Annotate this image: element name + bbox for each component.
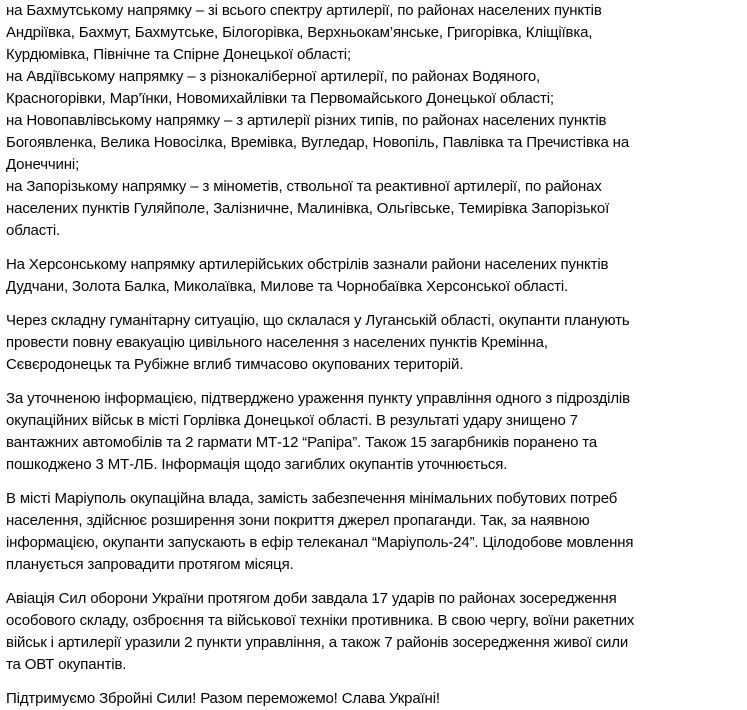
horlivka-strike-paragraph [6,388,739,476]
text-line: Дудчани, Золота Балка, Миколаївка, Милове та Чорнобаївка Херсонської області. [6,278,569,295]
text-line: Красногорівки, Мар'їнки, Новомихайлівки та Первомайського Донецької області; [6,90,554,107]
text-line: та ОВТ окупантів. [6,656,127,673]
text-line: Підтримуємо Збройні Сили! Разом переможемо! Слава Україні! [6,690,440,707]
text-line: населення, здійснює розширення зони покриття джерел пропаганди. Так, за наявною [6,512,590,529]
text-line: На Херсонському напрямку артилерійських обстрілів зазнали райони населених пунктів [6,256,609,273]
text-line: За уточненою інформацією, підтверджено ураження пункту управління одного з підрозділів [6,390,630,407]
mariupol-paragraph [6,488,739,576]
text-line: Курдюмівка, Північне та Спірне Донецької області; [6,46,352,63]
text-line: області. [6,222,61,239]
closing-slogan-paragraph [6,688,739,710]
text-line: пошкоджено 3 МТ-ЛБ. Інформація щодо загиблих окупантів уточнюється. [6,456,508,473]
text-line: військ і артилерії уразили 2 пункти управління, а також 7 районів зосередження живої сили [6,634,629,651]
aviation-paragraph [6,588,739,676]
text-line: на Авдіївському напрямку – з різнокаліберної артилерії, по районах Водяного, [6,68,541,85]
text-line: інформацією, окупанти запускають в ефір телеканал “Маріуполь-24”. Цілодобове мовлення [6,534,634,551]
text-line: окупаційних військ в місті Горлівка Донецької області. В результаті удару знищено 7 [6,412,578,429]
text-line: на Новопавлівському напрямку – з артилерії різних типів, по районах населених пунктів [6,112,607,129]
text-line: населених пунктів Гуляйполе, Залізничне, Малинівка, Ольгівське, Темирівка Запорізької [6,200,610,217]
text-line: провести повну евакуацію цивільного населення з населених пунктів Кремінна, [6,334,548,351]
shelling-directions-paragraph [6,0,739,242]
luhansk-evacuation-paragraph [6,310,739,376]
text-line: вантажних автомобілів та 2 гармати МТ-12 “Рапіра”. Також 15 загарбників поранено та [6,434,598,451]
text-line: планується запровадити протягом місяця. [6,556,294,573]
text-line: особового складу, озброєння та військової техніки противника. В свою чергу, воїни ракетних [6,612,635,629]
text-line: на Бахмутському напрямку – зі всього спектру артилерії, по районах населених пунктів [6,2,602,19]
kherson-paragraph [6,254,739,298]
text-line: на Запорізькому напрямку – з мінометів, ствольної та реактивної артилерії, по районах [6,178,602,195]
text-line: Донеччині; [6,156,80,173]
text-line: Сєвєродонецьк та Рубіжне вглиб тимчасово окупованих територій. [6,356,464,373]
text-line: Через складну гуманітарну ситуацію, що склалася у Луганській області, окупанти планують [6,312,630,329]
text-line: Андріївка, Бахмут, Бахмутське, Білогорівка, Верхньокам’янське, Григорівка, Кліщіївка, [6,24,593,41]
text-line: В місті Маріуполь окупаційна влада, замість забезпечення мінімальних побутових потреб [6,490,618,507]
text-line: Богоявленка, Велика Новосілка, Времівка, Вугледар, Новопіль, Павлівка та Пречистівка на [6,134,630,151]
text-line: Авіація Сил оборони України протягом доби завдала 17 ударів по районах зосередження [6,590,617,607]
